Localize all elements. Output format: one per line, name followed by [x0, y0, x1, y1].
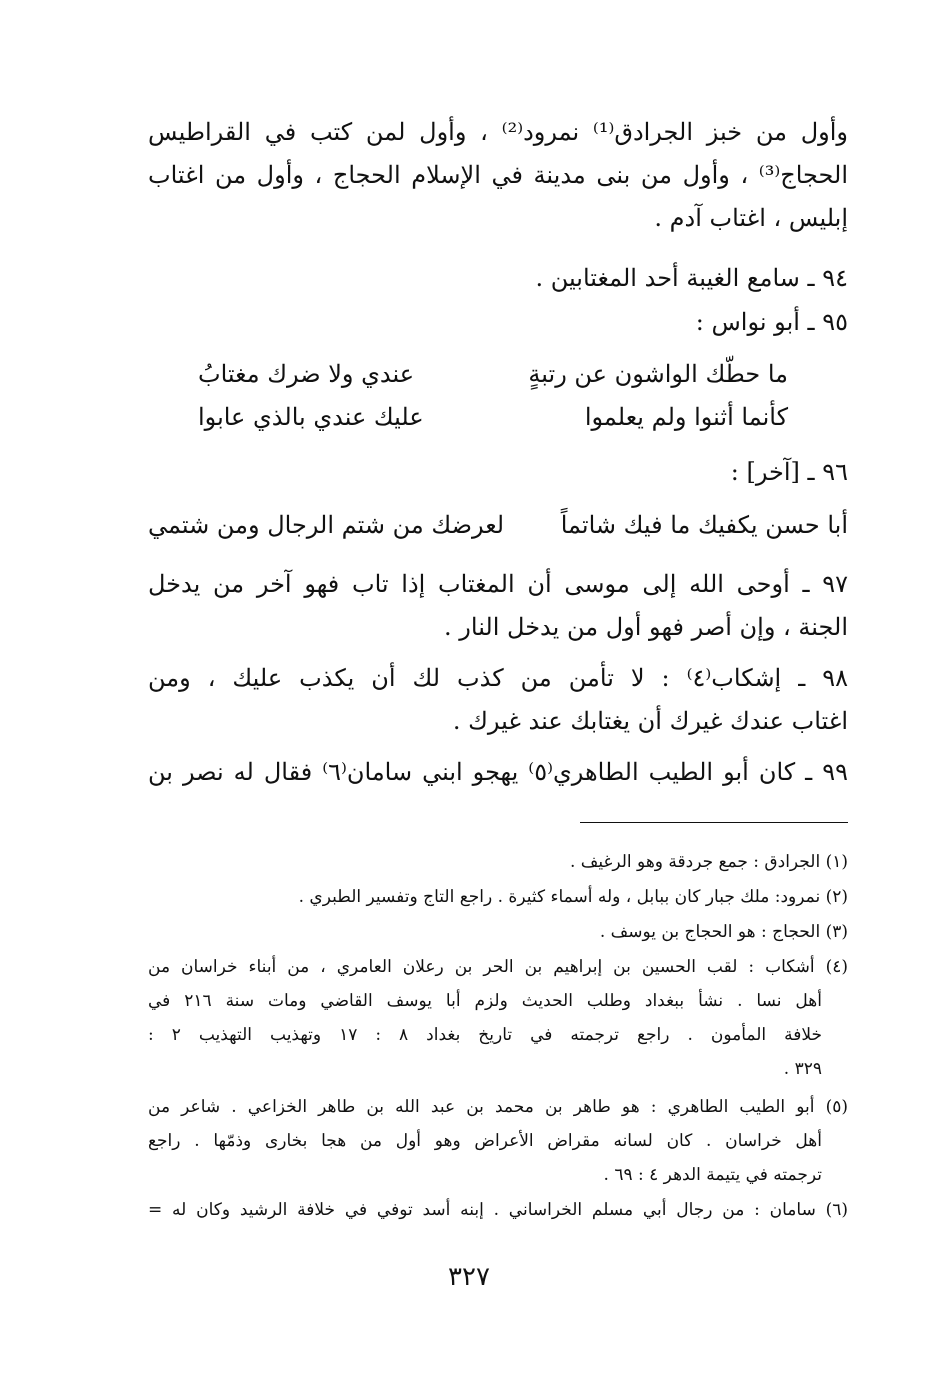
item-96: ٩٦ ـ [آخر] : [730, 458, 848, 486]
item-95: ٩٥ ـ أبو نواس : [695, 308, 848, 336]
verse-line [198, 397, 788, 437]
verse-hemistich-first: أبا حسن يكفيك ما فيك شاتماً [560, 511, 848, 539]
footnote-5-line: (٥) أبو الطيب الطاهري : هو طاهر بن محمد بن عبد الله بن طاهر الخزاعي . شاعر من [148, 1097, 848, 1117]
item-97-line: الجنة ، وإن أصر فهو أول من يدخل النار . [444, 613, 848, 641]
footnote-5-line: أهل خراسان . كان لسانه مقراض الأعراض وهو أول من هجا بخارى وذمّها . راجع [148, 1131, 822, 1151]
verse-hemistich-second: عليك عندي بالذي عابوا [198, 403, 424, 431]
item-99-line: ٩٩ ـ كان أبو الطيب الطاهري⁽٥⁾ يهجو ابني سامان⁽٦⁾ فقال له نصر بن [148, 758, 848, 786]
verse-hemistich-first: ما حطّك الواشون عن رتبةٍ [528, 360, 788, 388]
footnote-1: (١) الجرادق : جمع جردقة وهو الرغيف . [569, 852, 848, 872]
footnote-4-line: (٤) أشكاب : لقب الحسين بن إبراهيم بن الحر بن رعلان العامري ، من أبناء خراسان من [148, 957, 848, 977]
item-98-line: ٩٨ ـ إشكاب⁽٤⁾ : لا تأمن من كذب لك أن يكذب عليك ، ومن [148, 664, 848, 692]
paragraph-line: إبليس ، اغتاب آدم . [654, 204, 848, 232]
verse-line [148, 505, 848, 545]
verse-hemistich-second: عندي ولا ضرك مغتابُ [198, 360, 415, 388]
page-number: ٣٢٧ [448, 1262, 490, 1292]
footnote-5-line: ترجمته في يتيمة الدهر ٤ : ٦٩ . [603, 1165, 822, 1185]
footnote-4-line: أهل نسا . نشأ ببغداد وطلب الحديث ولزم أبا يوسف القاضي ومات سنة ٢١٦ في [148, 991, 822, 1011]
item-98-line: اغتاب عندك غيرك أن يغتابك عند غيرك . [452, 707, 848, 735]
verse-hemistich-second: لعرضك من شتم الرجال ومن شتمي [148, 511, 505, 539]
item-94: ٩٤ ـ سامع الغيبة أحد المغتابين . [535, 264, 848, 292]
paragraph-line: وأول من خبز الجرادق⁽¹⁾ نمرود⁽²⁾ ، وأول لمن كتب في القراطيس [148, 118, 849, 146]
footnote-6: (٦) سامان : من رجال أبي مسلم الخراساني . إبنه أسد توفي في خلافة الرشيد وكان له = [148, 1200, 848, 1220]
footnote-divider [580, 822, 848, 823]
footnote-4-line: ٣٢٩ . [783, 1059, 822, 1079]
verse-line [198, 354, 788, 394]
verse-hemistich-first: كأنما أثنوا ولم يعلموا [584, 403, 788, 431]
footnote-4-line: خلافة المأمون . راجع ترجمته في تاريخ بغداد ٨ : ١٧ وتهذيب التهذيب ٢ : [148, 1025, 822, 1045]
page-body [148, 112, 848, 1362]
footnote-2: (٢) نمرود: ملك جبار كان ببابل ، وله أسماء كثيرة . راجع التاج وتفسير الطبري . [298, 887, 848, 907]
footnote-3: (٣) الحجاج : هو الحجاج بن يوسف . [599, 922, 848, 942]
paragraph-line: الحجاج⁽³⁾ ، وأول من بنى مدينة في الإسلام الحجاج ، وأول من اغتاب [148, 161, 848, 189]
item-97-line: ٩٧ ـ أوحى الله إلى موسى أن المغتاب إذا تاب فهو آخر من يدخل [148, 570, 848, 598]
